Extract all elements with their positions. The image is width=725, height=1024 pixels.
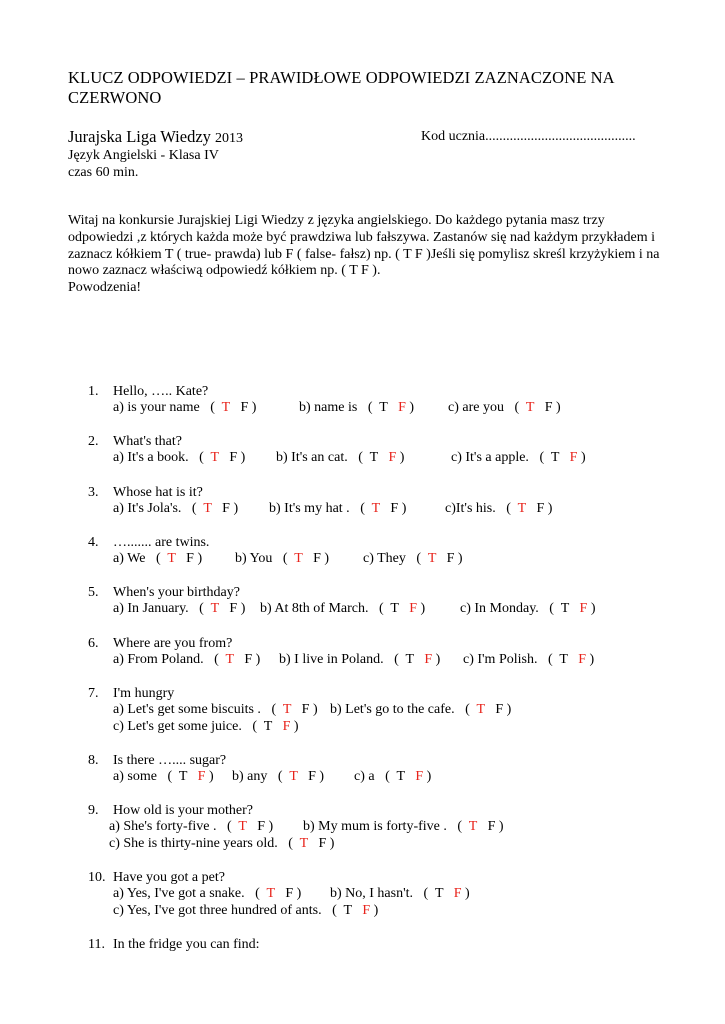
option-label: c) They — [363, 551, 406, 566]
correct-false-mark: F — [362, 903, 371, 918]
true-false-marker: ( T F ) — [252, 719, 299, 734]
false-mark: F — [301, 702, 310, 717]
correct-true-mark: T — [299, 836, 308, 851]
option-label: a) Yes, I've got a snake. — [113, 886, 245, 901]
option-label: b) name is — [299, 400, 358, 415]
answer-option — [113, 601, 245, 617]
true-mark: T — [434, 886, 444, 901]
correct-true-mark: T — [203, 501, 212, 516]
false-mark: F — [257, 819, 266, 834]
true-false-marker: ( T F ) — [547, 652, 595, 667]
true-false-marker: ( T F ) — [282, 551, 330, 566]
answer-option — [109, 836, 334, 852]
option-label: c) a — [354, 769, 375, 784]
option-label: b) It's an cat. — [276, 450, 348, 465]
true-mark: T — [263, 719, 273, 734]
question-number: 8. — [88, 753, 99, 768]
question-number: 9. — [88, 803, 99, 818]
correct-true-mark: T — [525, 400, 535, 415]
instructions-text: Witaj na konkursie Jurajskiej Ligi Wiedzy z języka angielskiego. Do każdego pytania masz trzy odpowiedzi ,z których każda może być prawdziwa lub fałszywa. Zastanów się nad każdym przykładem i zaznacz kółkiem T ( true- prawda) lub F ( false- fałsz) np. ( T F )Jeśli się pomylisz skreśl krzyżykiem i na nowo zaznacz właściwą odpowiedź kółkiem np. ( T F ). — [68, 213, 660, 279]
answer-option — [232, 769, 324, 785]
option-label: a) is your name — [113, 400, 200, 415]
question-number: 10. — [88, 870, 106, 885]
correct-false-mark: F — [282, 719, 291, 734]
correct-false-mark: F — [453, 886, 462, 901]
question — [88, 869, 225, 886]
false-mark: F — [229, 601, 238, 616]
question — [88, 484, 203, 501]
correct-true-mark: T — [289, 769, 298, 784]
question-text: Hello, ….. Kate? — [113, 384, 209, 399]
question-text: Whose hat is it? — [113, 485, 203, 500]
question-number: 3. — [88, 485, 99, 500]
true-false-marker: ( T F ) — [210, 400, 257, 415]
correct-false-mark: F — [569, 450, 578, 465]
answer-option — [235, 551, 329, 567]
correct-false-mark: F — [398, 400, 406, 415]
true-mark: T — [343, 903, 352, 918]
answer-option — [463, 652, 594, 668]
question-text: When's your birthday? — [113, 585, 240, 600]
option-label: c) Let's get some juice. — [113, 719, 242, 734]
option-label: a) From Poland. — [113, 652, 204, 667]
true-mark: T — [178, 769, 188, 784]
option-label: a) She's forty-five . — [109, 819, 217, 834]
answer-option — [354, 769, 431, 785]
true-false-marker: ( T F ) — [465, 702, 512, 717]
answer-option — [303, 819, 504, 835]
false-mark: F — [285, 886, 294, 901]
answer-option — [109, 819, 273, 835]
instructions — [68, 213, 668, 297]
answer-option — [269, 501, 406, 517]
true-false-marker: ( T F ) — [385, 769, 432, 784]
question-number: 1. — [88, 384, 99, 399]
correct-true-mark: T — [266, 886, 275, 901]
correct-true-mark: T — [282, 702, 292, 717]
competition-heading — [68, 127, 243, 147]
correct-true-mark: T — [238, 819, 247, 834]
option-label: c) are you — [448, 400, 504, 415]
question — [88, 584, 240, 601]
time-line: czas 60 min. — [68, 165, 139, 180]
question-number: 7. — [88, 686, 99, 701]
answer-option — [113, 551, 202, 567]
question — [88, 936, 260, 953]
option-label: b) You — [235, 551, 273, 566]
true-mark: T — [390, 601, 399, 616]
subject-line: Język Angielski - Klasa IV — [68, 148, 219, 163]
true-false-marker: ( T F ) — [199, 450, 246, 465]
answer-option — [113, 719, 299, 735]
answer-option — [113, 501, 238, 517]
false-mark: F — [390, 501, 399, 516]
correct-false-mark: F — [415, 769, 424, 784]
question — [88, 635, 232, 652]
true-false-marker: ( T F ) — [255, 886, 302, 901]
option-label: c) She is thirty-nine years old. — [109, 836, 278, 851]
option-label: c) In Monday. — [460, 601, 539, 616]
correct-false-mark: F — [424, 652, 433, 667]
correct-true-mark: T — [225, 652, 234, 667]
true-false-marker: ( T F ) — [191, 501, 239, 516]
correct-true-mark: T — [221, 400, 230, 415]
true-false-marker: ( T F ) — [514, 400, 561, 415]
correct-false-mark: F — [197, 769, 206, 784]
true-false-marker: ( T F ) — [332, 903, 379, 918]
true-false-marker: ( T F ) — [416, 551, 463, 566]
question-number: 11. — [88, 937, 105, 952]
question-text: Is there ….... sugar? — [113, 753, 227, 768]
false-mark: F — [318, 836, 327, 851]
true-false-marker: ( T F ) — [367, 400, 415, 415]
answer-option — [451, 450, 586, 466]
answer-option — [260, 601, 425, 617]
option-label: a) It's Jola's. — [113, 501, 182, 516]
instructions-closing: Powodzenia! — [68, 280, 142, 296]
correct-true-mark: T — [517, 501, 526, 516]
true-false-marker: ( T F ) — [271, 702, 318, 717]
option-label: b) I live in Poland. — [279, 652, 384, 667]
true-false-marker: ( T F ) — [549, 601, 596, 616]
question — [88, 433, 182, 450]
question-text: In the fridge you can find: — [113, 937, 260, 952]
answer-option — [445, 501, 552, 517]
correct-false-mark: F — [579, 601, 588, 616]
question-number: 2. — [88, 434, 99, 449]
true-false-marker: ( T F ) — [539, 450, 586, 465]
question-text: Have you got a pet? — [113, 870, 225, 885]
question-number: 5. — [88, 585, 99, 600]
correct-false-mark: F — [578, 652, 586, 667]
answer-option — [113, 652, 260, 668]
false-mark: F — [487, 819, 496, 834]
answer-option — [113, 450, 245, 466]
true-false-marker: ( T F ) — [378, 601, 426, 616]
correct-true-mark: T — [468, 819, 478, 834]
option-label: a) Let's get some biscuits . — [113, 702, 261, 717]
option-label: b) My mum is forty-five . — [303, 819, 447, 834]
true-mark: T — [405, 652, 414, 667]
student-code-field: Kod ucznia........................................... — [421, 129, 636, 144]
true-false-marker: ( T F ) — [155, 551, 203, 566]
question — [88, 752, 226, 769]
false-mark: F — [222, 501, 230, 516]
true-mark: T — [550, 450, 560, 465]
option-label: c) I'm Polish. — [463, 652, 538, 667]
option-label: a) some — [113, 769, 157, 784]
true-false-marker: ( T F ) — [227, 819, 274, 834]
option-label: c) It's a apple. — [451, 450, 529, 465]
false-mark: F — [313, 551, 321, 566]
question — [88, 383, 208, 400]
correct-true-mark: T — [167, 551, 176, 566]
answer-option — [113, 886, 301, 902]
false-mark: F — [446, 551, 455, 566]
option-label: b) any — [232, 769, 268, 784]
true-false-marker: ( T F ) — [506, 501, 553, 516]
false-mark: F — [495, 702, 504, 717]
true-false-marker: ( T F ) — [423, 886, 470, 901]
answer-option — [279, 652, 440, 668]
true-false-marker: ( T F ) — [288, 836, 335, 851]
false-mark: F — [240, 400, 249, 415]
true-false-marker: ( T F ) — [277, 769, 325, 784]
false-mark: F — [308, 769, 316, 784]
true-false-marker: ( T F ) — [394, 652, 441, 667]
question — [88, 802, 253, 819]
answer-option — [276, 450, 404, 466]
answer-option — [448, 400, 561, 416]
true-false-marker: ( T F ) — [167, 769, 214, 784]
correct-true-mark: T — [371, 501, 380, 516]
option-label: b) It's my hat . — [269, 501, 350, 516]
answer-option — [299, 400, 414, 416]
competition-year: 2013 — [215, 131, 244, 146]
question-text: I'm hungry — [113, 686, 175, 701]
answer-option — [113, 903, 378, 919]
false-mark: F — [544, 400, 553, 415]
option-label: b) Let's go to the cafe. — [330, 702, 455, 717]
answer-option — [113, 769, 214, 785]
true-mark: T — [379, 400, 388, 415]
option-label: a) We — [113, 551, 146, 566]
true-false-marker: ( T F ) — [214, 652, 261, 667]
correct-true-mark: T — [476, 702, 485, 717]
true-false-marker: ( T F ) — [199, 601, 246, 616]
true-mark: T — [559, 652, 568, 667]
true-mark: T — [560, 601, 570, 616]
false-mark: F — [536, 501, 545, 516]
competition-name: Jurajska Liga Wiedzy — [68, 127, 211, 146]
true-false-marker: ( T F ) — [358, 450, 405, 465]
correct-true-mark: T — [210, 450, 219, 465]
false-mark: F — [244, 652, 253, 667]
true-false-marker: ( T F ) — [457, 819, 504, 834]
correct-true-mark: T — [210, 601, 219, 616]
option-label: c)It's his. — [445, 501, 496, 516]
option-label: a) In January. — [113, 601, 189, 616]
answer-option — [363, 551, 463, 567]
true-mark: T — [369, 450, 378, 465]
correct-false-mark: F — [388, 450, 397, 465]
option-label: a) It's a book. — [113, 450, 189, 465]
question — [88, 534, 209, 551]
question-text: …....... are twins. — [113, 535, 210, 550]
false-mark: F — [229, 450, 238, 465]
question-number: 6. — [88, 636, 99, 651]
question — [88, 685, 174, 702]
correct-false-mark: F — [409, 601, 418, 616]
question-text: How old is your mother? — [113, 803, 253, 818]
answer-option — [330, 702, 511, 718]
correct-true-mark: T — [294, 551, 303, 566]
option-label: c) Yes, I've got three hundred of ants. — [113, 903, 322, 918]
true-false-marker: ( T F ) — [360, 501, 407, 516]
page-title: KLUCZ ODPOWIEDZI – PRAWIDŁOWE ODPOWIEDZI ZAZNACZONE NA CZERWONO — [68, 68, 614, 107]
question-number: 4. — [88, 535, 99, 550]
answer-option — [113, 702, 318, 718]
correct-true-mark: T — [427, 551, 437, 566]
question-text: Where are you from? — [113, 636, 233, 651]
option-label: b) At 8th of March. — [260, 601, 369, 616]
question-text: What's that? — [113, 434, 182, 449]
answer-option — [330, 886, 470, 902]
false-mark: F — [186, 551, 194, 566]
answer-option — [460, 601, 596, 617]
true-mark: T — [396, 769, 405, 784]
answer-option — [113, 400, 256, 416]
option-label: b) No, I hasn't. — [330, 886, 414, 901]
